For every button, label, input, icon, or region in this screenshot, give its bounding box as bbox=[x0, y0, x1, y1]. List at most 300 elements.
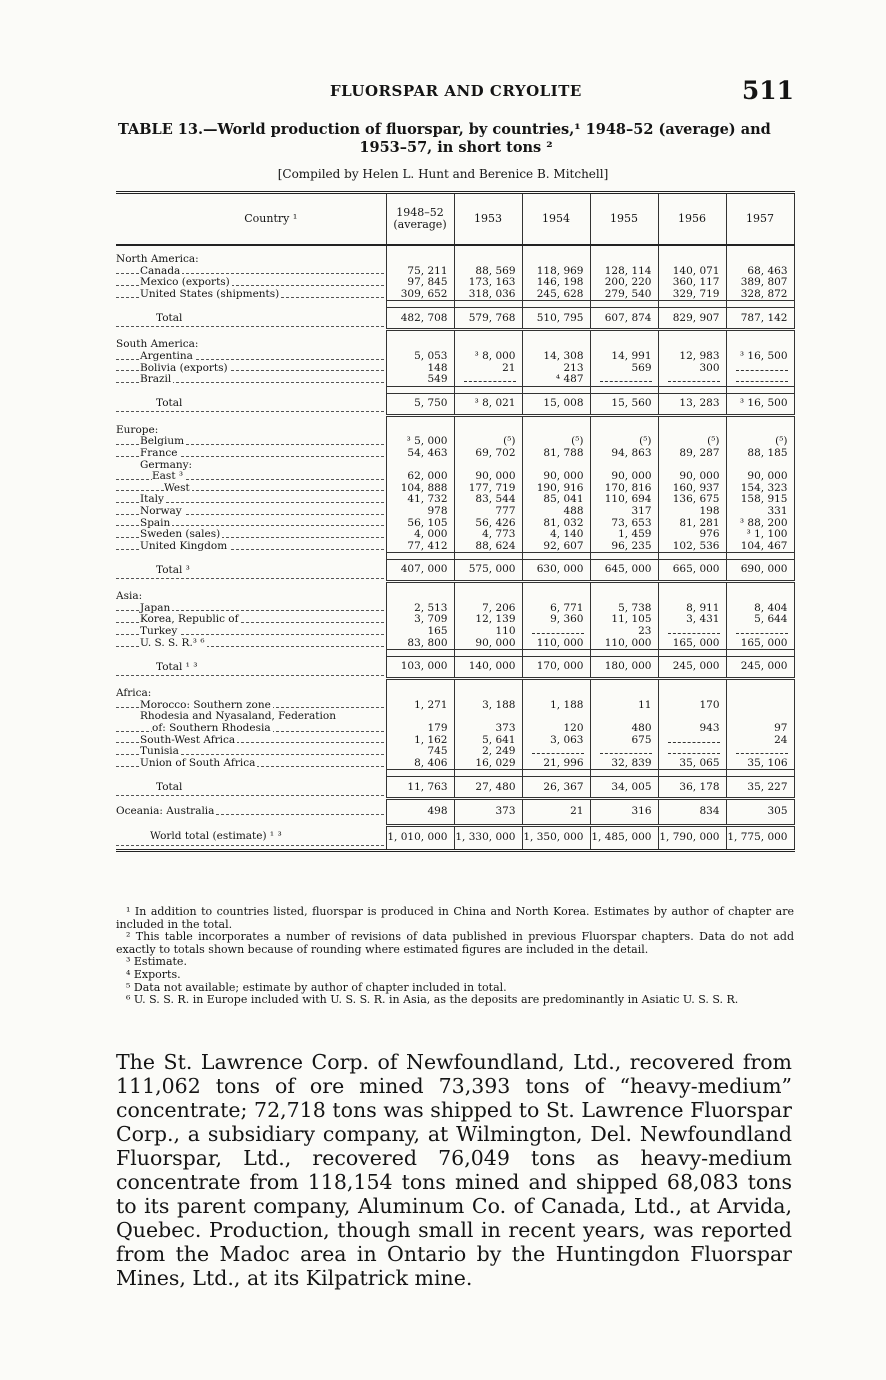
spacer-cell bbox=[454, 415, 522, 423]
spacer-cell bbox=[522, 330, 590, 338]
row-label-text: Germany: bbox=[140, 459, 193, 471]
table-row bbox=[116, 460, 794, 472]
spacer-cell bbox=[116, 415, 386, 423]
spacer-cell bbox=[522, 679, 590, 687]
row-label-text: Mexico (exports) bbox=[140, 277, 230, 289]
table-cell: 5, 738 bbox=[590, 603, 658, 615]
table-cell: 85, 041 bbox=[522, 494, 590, 506]
table-cell: 1, 188 bbox=[522, 700, 590, 712]
spacer-cell bbox=[658, 553, 726, 560]
table-cell bbox=[726, 363, 794, 375]
table-cell: 11, 763 bbox=[386, 777, 454, 799]
column-header-1955: 1955 bbox=[590, 193, 658, 246]
table-cell: 24 bbox=[726, 735, 794, 747]
table-row bbox=[116, 735, 794, 747]
section-heading-row bbox=[116, 686, 794, 700]
caption-line-1: TABLE 13.—World production of fluorspar, by countries,¹ 1948–52 (average) and bbox=[118, 121, 771, 138]
table-cell: 328, 872 bbox=[726, 289, 794, 301]
table-cell: 94, 863 bbox=[590, 448, 658, 460]
table-row bbox=[116, 700, 794, 712]
table-cell: 318, 036 bbox=[454, 289, 522, 301]
row-label-text: Morocco: Southern zone bbox=[140, 699, 271, 711]
table-cell: 787, 142 bbox=[726, 308, 794, 330]
table-cell: 90, 000 bbox=[726, 471, 794, 483]
table-cell: 56, 105 bbox=[386, 518, 454, 530]
table-cell bbox=[522, 626, 590, 638]
table-cell: 128, 114 bbox=[590, 266, 658, 278]
table-cell: 35, 106 bbox=[726, 758, 794, 770]
row-label-text: Total bbox=[156, 312, 183, 325]
row-label-text: Turkey bbox=[140, 626, 178, 638]
table-cell: 81, 032 bbox=[522, 518, 590, 530]
row-label-text: Union of South Africa bbox=[140, 757, 256, 770]
table-cell bbox=[386, 589, 454, 603]
table-cell: 16, 029 bbox=[454, 758, 522, 770]
spacer-cell bbox=[454, 386, 522, 393]
table-cell: 81, 788 bbox=[522, 448, 590, 460]
section-heading-row bbox=[116, 337, 794, 351]
column-header-1954: 1954 bbox=[522, 193, 590, 246]
spacer-row bbox=[116, 386, 794, 393]
table-cell bbox=[454, 711, 522, 723]
table-cell: 300 bbox=[658, 363, 726, 375]
spacer-cell bbox=[454, 301, 522, 308]
table-cell: 83, 800 bbox=[386, 638, 454, 650]
footnote: ¹ In addition to countries listed, fluorspar is produced in China and North Korea. Estimates by author of chapter are included in the total. bbox=[116, 905, 794, 931]
table-row bbox=[116, 351, 794, 363]
table-cell: 23 bbox=[590, 626, 658, 638]
row-label bbox=[116, 436, 386, 448]
table-cell: 245, 000 bbox=[658, 657, 726, 679]
row-label-text: Total bbox=[156, 397, 183, 410]
spacer-cell bbox=[116, 553, 386, 560]
spacer-cell bbox=[590, 553, 658, 560]
table-cell bbox=[590, 374, 658, 386]
table-cell bbox=[454, 589, 522, 603]
table-cell bbox=[658, 735, 726, 747]
footnote: ⁴ Exports. bbox=[126, 967, 181, 981]
table-cell: ⁴ 487 bbox=[522, 374, 590, 386]
table-cell: 200, 220 bbox=[590, 277, 658, 289]
table-cell: 329, 719 bbox=[658, 289, 726, 301]
table-cell: 1, 459 bbox=[590, 529, 658, 541]
spacer-cell bbox=[726, 301, 794, 308]
table-row bbox=[116, 541, 794, 553]
spacer-cell bbox=[116, 301, 386, 308]
row-label bbox=[116, 603, 386, 615]
spacer-cell bbox=[386, 301, 454, 308]
row-label-text: Korea, Republic of bbox=[140, 614, 239, 626]
table-cell bbox=[590, 589, 658, 603]
table-cell: 575, 000 bbox=[454, 560, 522, 582]
table-cell: 1, 775, 000 bbox=[726, 826, 794, 851]
table-cell: 165 bbox=[386, 626, 454, 638]
spacer-cell bbox=[658, 301, 726, 308]
table-row bbox=[116, 746, 794, 758]
table-cell bbox=[454, 374, 522, 386]
spacer-cell bbox=[658, 245, 726, 252]
spacer-row bbox=[116, 679, 794, 687]
table-cell bbox=[522, 686, 590, 700]
total-row bbox=[116, 777, 794, 799]
spacer-cell bbox=[658, 818, 726, 826]
table-cell: 3, 431 bbox=[658, 614, 726, 626]
table-cell: 14, 308 bbox=[522, 351, 590, 363]
spacer-cell bbox=[116, 582, 386, 590]
table-cell: 26, 367 bbox=[522, 777, 590, 799]
table-cell bbox=[590, 460, 658, 472]
table-cell bbox=[726, 337, 794, 351]
table-cell: 5, 750 bbox=[386, 393, 454, 415]
table-cell bbox=[522, 589, 590, 603]
table-cell bbox=[726, 746, 794, 758]
table-cell: 90, 000 bbox=[658, 471, 726, 483]
table-cell: ³ 1, 100 bbox=[726, 529, 794, 541]
table-cell: 317 bbox=[590, 506, 658, 518]
table-cell: 978 bbox=[386, 506, 454, 518]
table-cell: 5, 053 bbox=[386, 351, 454, 363]
table-cell bbox=[522, 746, 590, 758]
spacer-cell bbox=[116, 330, 386, 338]
row-label bbox=[116, 806, 386, 818]
table-cell: 8, 406 bbox=[386, 758, 454, 770]
table-caption bbox=[118, 121, 794, 157]
table-cell: 579, 768 bbox=[454, 308, 522, 330]
spacer-cell bbox=[726, 770, 794, 777]
spacer-cell bbox=[522, 386, 590, 393]
table-cell: 110, 000 bbox=[590, 638, 658, 650]
table-cell bbox=[658, 746, 726, 758]
spacer-cell bbox=[522, 818, 590, 826]
table-cell: 77, 412 bbox=[386, 541, 454, 553]
table-cell: 35, 065 bbox=[658, 758, 726, 770]
row-label-text: Italy bbox=[140, 494, 164, 506]
table-cell bbox=[590, 711, 658, 723]
spacer-cell bbox=[522, 799, 590, 807]
table-cell: 190, 916 bbox=[522, 483, 590, 495]
table-cell: 96, 235 bbox=[590, 541, 658, 553]
table-cell bbox=[590, 746, 658, 758]
empty-value-dash bbox=[736, 364, 788, 371]
spacer-cell bbox=[726, 650, 794, 657]
table-row bbox=[116, 471, 794, 483]
spacer-cell bbox=[522, 245, 590, 252]
leader-dots bbox=[116, 675, 384, 676]
table-cell bbox=[522, 423, 590, 437]
empty-value-dash bbox=[532, 627, 584, 634]
row-label bbox=[116, 460, 386, 472]
spacer-cell bbox=[116, 818, 386, 826]
spacer-cell bbox=[386, 679, 454, 687]
table-cell: 160, 937 bbox=[658, 483, 726, 495]
leader-dots bbox=[116, 411, 384, 412]
table-cell: 1, 350, 000 bbox=[522, 826, 590, 851]
total-label bbox=[116, 560, 386, 582]
table-cell: ³ 88, 200 bbox=[726, 518, 794, 530]
table-cell: 279, 540 bbox=[590, 289, 658, 301]
spacer-row bbox=[116, 330, 794, 338]
spacer-cell bbox=[454, 799, 522, 807]
table-cell: 73, 653 bbox=[590, 518, 658, 530]
table-cell: 15, 560 bbox=[590, 393, 658, 415]
caption-line-2: 1953–57, in short tons ² bbox=[359, 139, 553, 156]
spacer-cell bbox=[386, 799, 454, 807]
table-cell: 8, 404 bbox=[726, 603, 794, 615]
row-label bbox=[116, 735, 386, 747]
table-cell bbox=[658, 460, 726, 472]
footnote: ⁶ U. S. S. R. in Europe included with U. S. S. R. in Asia, as the deposits are predominantly in Asiatic U. S. S. R. bbox=[126, 993, 739, 1007]
spacer-cell bbox=[116, 650, 386, 657]
row-label bbox=[116, 626, 386, 638]
row-label-text: United Kingdom bbox=[140, 540, 228, 552]
spacer-cell bbox=[658, 799, 726, 807]
leader-dots bbox=[116, 578, 384, 579]
row-label-text: East ³ bbox=[152, 471, 184, 483]
table-row bbox=[116, 529, 794, 541]
table-cell: 305 bbox=[726, 806, 794, 818]
spacer-cell bbox=[454, 553, 522, 560]
row-label bbox=[116, 471, 386, 483]
table-cell bbox=[454, 423, 522, 437]
table-row bbox=[116, 436, 794, 448]
total-row bbox=[116, 393, 794, 415]
table-cell: 11 bbox=[590, 700, 658, 712]
table-cell: 213 bbox=[522, 363, 590, 375]
spacer-cell bbox=[116, 770, 386, 777]
table-cell: 90, 000 bbox=[454, 638, 522, 650]
table-cell bbox=[386, 423, 454, 437]
running-head bbox=[0, 76, 886, 110]
running-title: FLUORSPAR AND CRYOLITE bbox=[330, 82, 582, 100]
table-header-row bbox=[116, 193, 794, 246]
table-cell: 110, 000 bbox=[522, 638, 590, 650]
spacer-cell bbox=[590, 582, 658, 590]
table-cell: 488 bbox=[522, 506, 590, 518]
spacer-cell bbox=[726, 582, 794, 590]
spacer-cell bbox=[386, 386, 454, 393]
compiled-by-note: [Compiled by Helen L. Hunt and Berenice B. Mitchell] bbox=[277, 167, 609, 181]
table-cell: 34, 005 bbox=[590, 777, 658, 799]
row-label-text: Spain bbox=[140, 517, 171, 529]
total-row bbox=[116, 657, 794, 679]
spacer-cell bbox=[386, 582, 454, 590]
table-cell: 148 bbox=[386, 363, 454, 375]
table-cell: 56, 426 bbox=[454, 518, 522, 530]
table-cell: 120 bbox=[522, 723, 590, 735]
spacer-cell bbox=[454, 245, 522, 252]
column-header-1956: 1956 bbox=[658, 193, 726, 246]
table-cell: 245, 000 bbox=[726, 657, 794, 679]
table-cell: 180, 000 bbox=[590, 657, 658, 679]
spacer-cell bbox=[386, 245, 454, 252]
table-cell: 4, 000 bbox=[386, 529, 454, 541]
table-cell: 165, 000 bbox=[726, 638, 794, 650]
row-label bbox=[116, 506, 386, 518]
row-label bbox=[116, 494, 386, 506]
column-header-country: Country ¹ bbox=[116, 193, 386, 246]
production-table bbox=[116, 191, 795, 852]
row-label bbox=[116, 746, 386, 758]
table-cell: 179 bbox=[386, 723, 454, 735]
row-label bbox=[116, 363, 386, 375]
table-cell: 21 bbox=[454, 363, 522, 375]
table-cell: 173, 163 bbox=[454, 277, 522, 289]
total-label bbox=[116, 657, 386, 679]
table-cell bbox=[726, 700, 794, 712]
table-cell: 943 bbox=[658, 723, 726, 735]
spacer-cell bbox=[522, 415, 590, 423]
table-row bbox=[116, 277, 794, 289]
table-cell: 745 bbox=[386, 746, 454, 758]
row-label-text: Oceania: Australia bbox=[116, 806, 215, 818]
table-cell: 1, 162 bbox=[386, 735, 454, 747]
table-cell bbox=[386, 252, 454, 266]
table-cell bbox=[590, 686, 658, 700]
row-label-text: World total (estimate) ¹ ³ bbox=[150, 830, 282, 843]
body-paragraph: The St. Lawrence Corp. of Newfoundland, Ltd., recovered from 111,062 tons of ore mined 73,393 tons of “heavy-medium” concentrate; 72,718 tons was shipped to St. Lawrence Fluorspar Corp., a subsidiary company, at Wilmington, Del. Newfoundland Fluorspar, Ltd., recovered 76,049 tons as heavy-medium concentrate from 118,154 tons mined and shipped 68,083 tons to its parent company, Aluminum Co. of Canada, Ltd., at Arvida, Quebec. Production, though small in recent years, was reported from the Madoc area in Ontario by the Huntingdon Fluorspar Mines, Ltd., at its Kilpatrick mine. bbox=[116, 1050, 792, 1290]
leader-dots bbox=[116, 795, 384, 796]
row-label-text: Tunisia bbox=[140, 746, 179, 758]
table-cell: 316 bbox=[590, 806, 658, 818]
table-cell: 549 bbox=[386, 374, 454, 386]
row-label-text: Japan bbox=[140, 602, 171, 614]
row-label bbox=[116, 351, 386, 363]
spacer-row bbox=[116, 415, 794, 423]
empty-value-dash bbox=[464, 375, 516, 382]
table-cell: 630, 000 bbox=[522, 560, 590, 582]
table-cell: 569 bbox=[590, 363, 658, 375]
spacer-cell bbox=[386, 330, 454, 338]
table-cell: 36, 178 bbox=[658, 777, 726, 799]
table-cell: 331 bbox=[726, 506, 794, 518]
table-row bbox=[116, 518, 794, 530]
spacer-cell bbox=[726, 245, 794, 252]
table-cell: 158, 915 bbox=[726, 494, 794, 506]
empty-value-dash bbox=[668, 627, 720, 634]
table-cell: 90, 000 bbox=[454, 471, 522, 483]
spacer-cell bbox=[454, 650, 522, 657]
table-cell bbox=[658, 626, 726, 638]
column-header-1953: 1953 bbox=[454, 193, 522, 246]
table-cell: ³ 8, 000 bbox=[454, 351, 522, 363]
spacer-cell bbox=[454, 770, 522, 777]
table-cell: 498 bbox=[386, 806, 454, 818]
row-label-text: Norway bbox=[140, 505, 182, 517]
table-cell: 829, 907 bbox=[658, 308, 726, 330]
row-label-text: Total ¹ ³ bbox=[156, 660, 198, 673]
table-row bbox=[116, 506, 794, 518]
table-cell bbox=[522, 337, 590, 351]
table-cell: 510, 795 bbox=[522, 308, 590, 330]
table-cell: 21, 996 bbox=[522, 758, 590, 770]
table-cell: 6, 771 bbox=[522, 603, 590, 615]
table-cell bbox=[386, 460, 454, 472]
row-label bbox=[116, 529, 386, 541]
table-cell: 645, 000 bbox=[590, 560, 658, 582]
table-cell bbox=[386, 337, 454, 351]
table-cell bbox=[522, 711, 590, 723]
table-cell: 13, 283 bbox=[658, 393, 726, 415]
table-cell: 62, 000 bbox=[386, 471, 454, 483]
section-heading: Europe: bbox=[116, 423, 159, 436]
page-number: 511 bbox=[741, 76, 794, 105]
table-row bbox=[116, 758, 794, 770]
table-cell: 373 bbox=[454, 806, 522, 818]
table-cell: 21 bbox=[522, 806, 590, 818]
table-cell: 777 bbox=[454, 506, 522, 518]
section-heading: Asia: bbox=[116, 590, 143, 603]
leader-dots bbox=[116, 490, 384, 491]
table-cell: 88, 569 bbox=[454, 266, 522, 278]
table-row bbox=[116, 723, 794, 735]
spacer-cell bbox=[658, 650, 726, 657]
table-cell: (⁵) bbox=[658, 436, 726, 448]
table-cell: 88, 624 bbox=[454, 541, 522, 553]
row-label bbox=[116, 289, 386, 301]
table-cell: 4, 773 bbox=[454, 529, 522, 541]
spacer-cell bbox=[658, 386, 726, 393]
row-label bbox=[116, 638, 386, 650]
empty-value-dash bbox=[600, 747, 652, 754]
table-cell bbox=[386, 686, 454, 700]
row-label-text: South-West Africa bbox=[140, 734, 236, 746]
spacer-row bbox=[116, 799, 794, 807]
table-cell bbox=[454, 460, 522, 472]
spacer-cell bbox=[386, 818, 454, 826]
table-cell: 75, 211 bbox=[386, 266, 454, 278]
table-cell: 177, 719 bbox=[454, 483, 522, 495]
row-label-text: Sweden (sales) bbox=[140, 529, 221, 541]
table-cell: 83, 544 bbox=[454, 494, 522, 506]
table-cell bbox=[590, 423, 658, 437]
spacer-cell bbox=[386, 415, 454, 423]
column-header-1957: 1957 bbox=[726, 193, 794, 246]
table-cell: 1, 271 bbox=[386, 700, 454, 712]
table-cell: 140, 071 bbox=[658, 266, 726, 278]
table-cell: 2, 513 bbox=[386, 603, 454, 615]
section-heading: South America: bbox=[116, 338, 199, 351]
row-label-text: United States (shipments) bbox=[140, 288, 280, 301]
table-cell: 103, 000 bbox=[386, 657, 454, 679]
table-cell bbox=[726, 626, 794, 638]
table-cell: 146, 198 bbox=[522, 277, 590, 289]
table-cell: 7, 206 bbox=[454, 603, 522, 615]
row-label bbox=[116, 723, 386, 735]
world-total-row bbox=[116, 826, 794, 851]
row-label bbox=[116, 277, 386, 289]
table-cell: (⁵) bbox=[726, 436, 794, 448]
table-row bbox=[116, 363, 794, 375]
section-heading: North America: bbox=[116, 253, 199, 265]
table-cell: 2, 249 bbox=[454, 746, 522, 758]
total-row bbox=[116, 308, 794, 330]
table-cell bbox=[454, 686, 522, 700]
row-label-text: Total bbox=[156, 781, 183, 794]
spacer-cell bbox=[590, 386, 658, 393]
table-cell: 5, 644 bbox=[726, 614, 794, 626]
spacer-row bbox=[116, 770, 794, 777]
section-heading: Africa: bbox=[116, 687, 152, 700]
row-label-text: West bbox=[164, 482, 190, 494]
table-cell: 12, 983 bbox=[658, 351, 726, 363]
total-row bbox=[116, 560, 794, 582]
table-cell bbox=[454, 337, 522, 351]
table-cell: 97, 845 bbox=[386, 277, 454, 289]
spacer-cell bbox=[658, 330, 726, 338]
row-label bbox=[116, 448, 386, 460]
table-cell: 5, 641 bbox=[454, 735, 522, 747]
table-cell: 389, 807 bbox=[726, 277, 794, 289]
